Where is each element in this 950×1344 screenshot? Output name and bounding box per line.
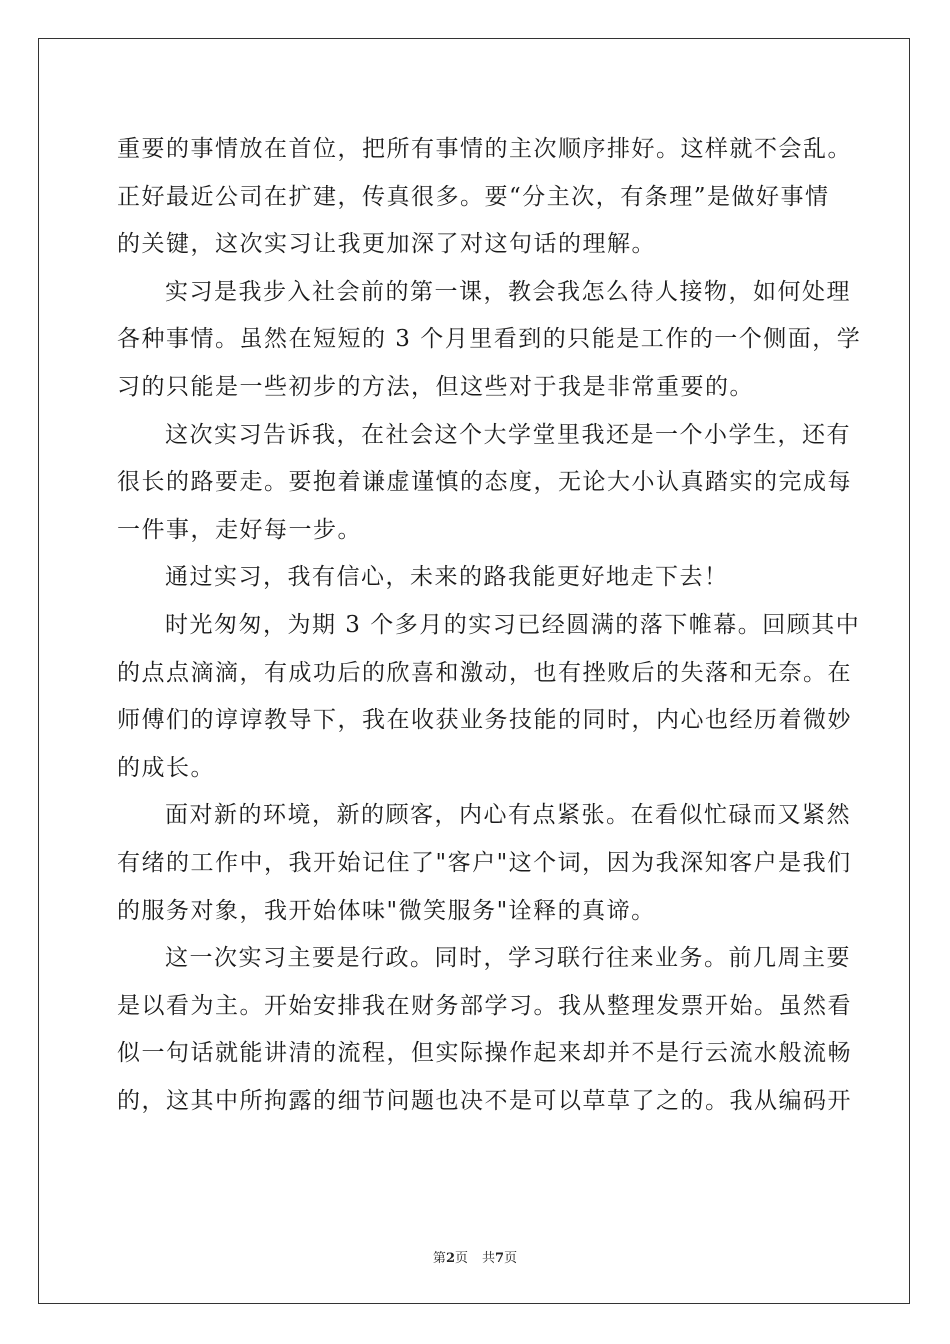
footer-page-prefix: 第 [432,1251,446,1266]
footer-page-number: 2 [445,1251,455,1266]
footer-total-pages: 7 [495,1251,505,1266]
text-line: 的关键，这次实习让我更加深了对这句话的理解。 [117,231,656,258]
text-line: 一件事，走好每一步。 [117,516,362,543]
document-body [117,126,862,1125]
text-line: 很长的路要走。要抱着谦虚谨慎的态度，无论大小认真踏实的完成每 [117,469,852,496]
text-line: 通过实习，我有信心，未来的路我能更好地走下去！ [165,564,729,591]
text-line: 实习是我步入社会前的第一课，教会我怎么待人接物，如何处理 [165,278,851,305]
footer-total-prefix: 共 [482,1251,496,1266]
text-line: 重要的事情放在首位，把所有事情的主次顺序排好。这样就不会乱。 [117,136,852,162]
page-footer [0,1247,950,1266]
text-line: 是以看为主。开始安排我在财务部学习。我从整理发票开始。虽然看 [117,992,852,1019]
footer-total-suffix: 页 [504,1251,518,1266]
text-line: 的成长。 [117,754,215,781]
text-line: 似一句话就能讲清的流程，但实际操作起来却并不是行云流水般流畅 [117,1040,852,1067]
text-line: 这次实习告诉我，在社会这个大学堂里我还是一个小学生，还有 [165,421,851,448]
text-line: 时光匆匆，为期 3 个多月的实习已经圆满的落下帷幕。回顾其中 [165,611,861,638]
footer-page-suffix: 页 [454,1251,468,1266]
text-line: 正好最近公司在扩建，传真很多。要“分主次，有条理”是做好事情 [117,183,830,210]
text-line: 面对新的环境，新的顾客，内心有点紧张。在看似忙碌而又紧然 [165,802,851,829]
text-line: 习的只能是一些初步的方法，但这些对于我是非常重要的。 [117,373,754,400]
text-line: 的服务对象，我开始体味"微笑服务"诠释的真谛。 [117,897,656,924]
text-line: 有绪的工作中，我开始记住了"客户"这个词，因为我深知客户是我们 [117,849,852,876]
text-line: 师傅们的谆谆教导下，我在收获业务技能的同时，内心也经历着微妙 [117,707,852,734]
text-line: 的点点滴滴，有成功后的欣喜和激动，也有挫败后的失落和无奈。在 [117,659,852,686]
text-line: 这一次实习主要是行政。同时，学习联行往来业务。前几周主要 [165,945,851,972]
text-line: 的，这其中所拘露的细节问题也决不是可以草草了之的。我从编码开 [117,1087,852,1114]
text-line: 各种事情。虽然在短短的 3 个月里看到的只能是工作的一个侧面，学 [117,326,862,353]
